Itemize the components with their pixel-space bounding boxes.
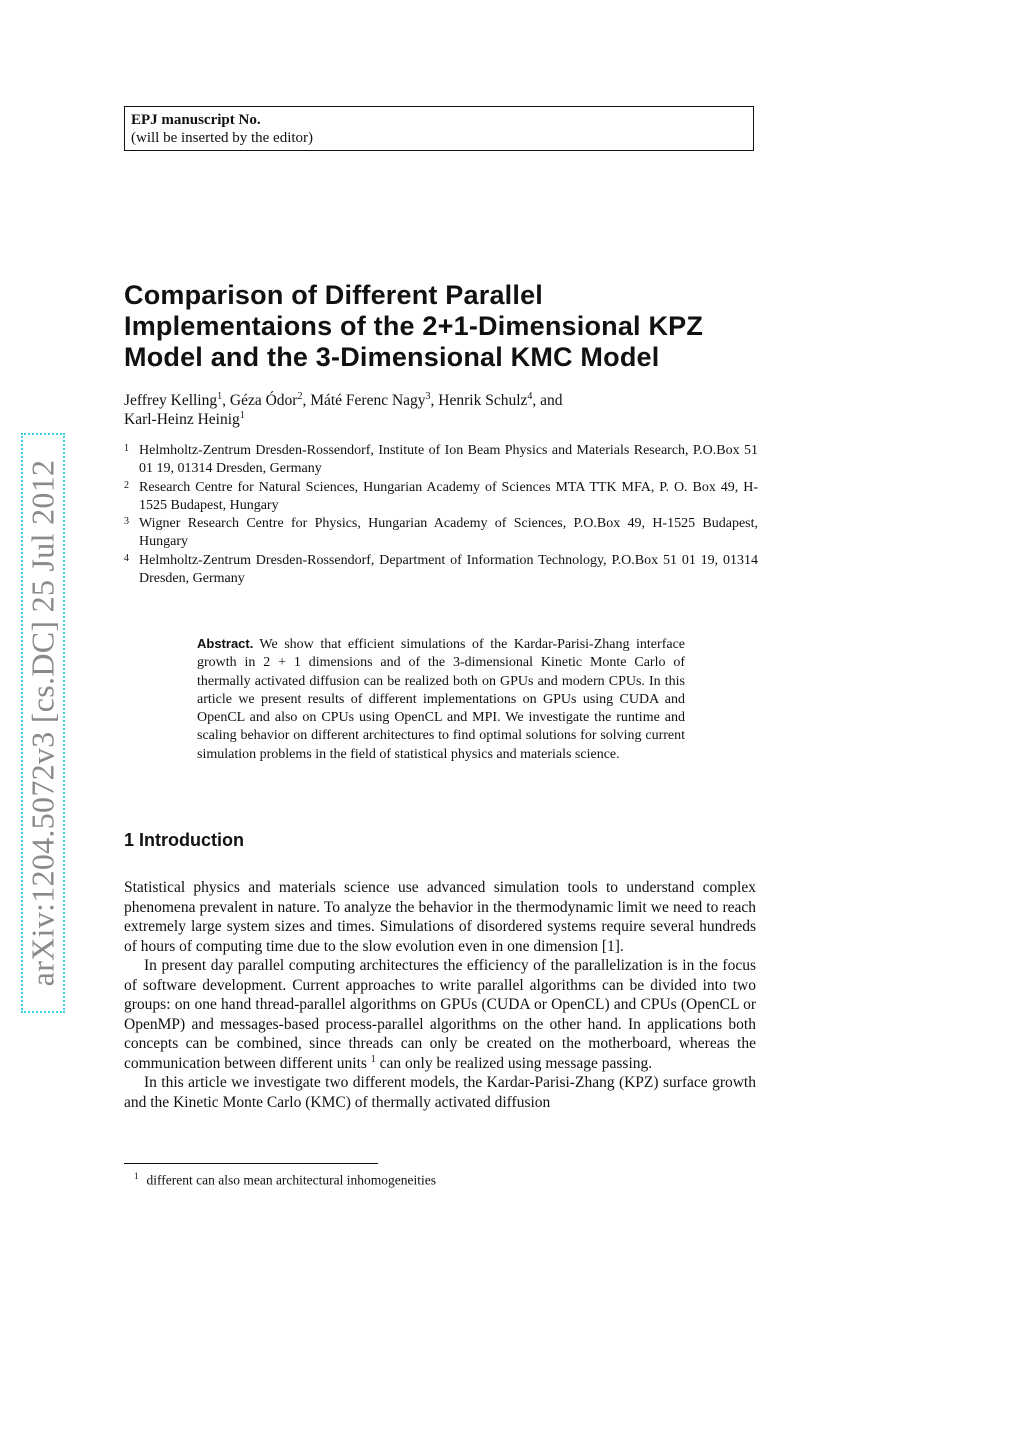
footnote-marker: 1 [370, 1053, 376, 1065]
author-affiliation-mark: 2 [297, 390, 303, 402]
author-affiliation-mark: 3 [425, 390, 431, 402]
affiliation-number: 1 [124, 443, 129, 454]
paragraph [124, 956, 756, 1073]
author-affiliation-mark: 1 [239, 409, 245, 421]
paragraph-text: In present day parallel computing architectures the efficiency of the parallelization is in the focus of software development. Current approaches to write parallel algorithms can be divided into two groups: on one hand thread-parallel algorithms on GPUs (CUDA or OpenCL) and CPUs (OpenCL or OpenMP) and messages-based process-parallel algorithms on the other hand. In applications both concepts can be combined, since threads can only be created on the motherboard, whereas the communication between different units [124, 957, 756, 1072]
author-name: Géza Ódor [229, 392, 298, 409]
footnote-rule [124, 1163, 378, 1164]
author-conjunction: and [540, 392, 563, 409]
manuscript-header-box [124, 106, 754, 151]
arxiv-stamp [21, 433, 65, 1013]
abstract [197, 635, 685, 764]
header-line-1: EPJ manuscript No. [131, 112, 261, 128]
paper-title [124, 280, 764, 373]
paragraph: Statistical physics and materials science use advanced simulation tools to understand complex phenomena prevalent in nature. To analyze the behavior in the thermodynamic limit we need to reach extremely large system sizes and times. Simulations of disordered systems require several hundreds of hours of computing time due to the slow evolution even in one dimension [1]. [124, 879, 756, 955]
title-line: Model and the 3-Dimensional KMC Model [124, 342, 660, 372]
header-line-2: (will be inserted by the editor) [131, 130, 314, 146]
affiliation-number: 4 [124, 553, 129, 564]
section-number: 1 [124, 830, 135, 850]
author-name: Karl-Heinz Heinig [124, 411, 240, 428]
affiliation-item [124, 552, 758, 589]
footnote-number: 1 [134, 1171, 139, 1181]
author-name: Máté Ferenc Nagy [310, 392, 426, 409]
abstract-text: We show that efficient simulations of the Kardar-Parisi-Zhang interface growth in 2 + 1 dimensions and of the 3-dimensional Kinetic Monte Carlo of thermally activated diffusion can be realized both on GPUs and modern CPUs. In this article we present results of different implementations on GPUs using CUDA and OpenCL and also on CPUs using OpenCL and MPI. We investigate the runtime and scaling behavior on different architectures to find optimal solutions for solving current simulation problems in the field of statistical physics and materials science. [197, 637, 685, 762]
affiliation-text: Research Centre for Natural Sciences, Hungarian Academy of Sciences MTA TTK MFA, P. O. Box 49, H-1525 Budapest, Hungary [139, 480, 758, 514]
affiliation-item [124, 479, 758, 516]
author-affiliation-mark: 4 [527, 390, 533, 402]
title-line: Implementaions of the 2+1-Dimensional KPZ [124, 311, 704, 341]
title-line: Comparison of Different Parallel [124, 280, 543, 310]
arxiv-identifier: arXiv:1204.5072v3 [cs.DC] 25 Jul 2012 [24, 459, 61, 987]
author-name: Henrik Schulz [438, 392, 528, 409]
abstract-label: Abstract. [197, 636, 254, 651]
affiliation-item [124, 442, 758, 479]
author-name: Jeffrey Kelling [124, 392, 218, 409]
affiliation-item [124, 515, 758, 552]
paragraph-text: can only be realized using message passing. [379, 1054, 653, 1072]
affiliation-text: Helmholtz-Zentrum Dresden-Rossendorf, Institute of Ion Beam Physics and Materials Research, P.O.Box 51 01 19, 01314 Dresden, Germany [139, 443, 758, 477]
affiliation-number: 3 [124, 516, 129, 527]
affiliation-text: Helmholtz-Zentrum Dresden-Rossendorf, Department of Information Technology, P.O.Box 51 01 19, 01314 Dresden, Germany [139, 553, 758, 587]
affiliation-text: Wigner Research Centre for Physics, Hungarian Academy of Sciences, P.O.Box 49, H-1525 Budapest, Hungary [139, 516, 758, 550]
section-title: Introduction [139, 830, 245, 850]
paragraph: In this article we investigate two different models, the Kardar-Parisi-Zhang (KPZ) surface growth and the Kinetic Monte Carlo (KMC) of thermally activated diffusion [124, 1074, 756, 1111]
body-text [124, 878, 756, 1112]
author-list: Jeffrey Kelling$^1$, Géza Ódor$^2$, Máté Ferenc Nagy$^3$, Henrik Schulz$^4$, and Karl-Heinz Heinig$^1$ [124, 390, 563, 428]
section-heading [124, 830, 244, 851]
author-affiliation-mark: 1 [217, 390, 223, 402]
affiliation-number: 2 [124, 480, 129, 491]
footnote [134, 1168, 436, 1189]
footnote-text: different can also mean architectural inhomogeneities [146, 1172, 437, 1188]
